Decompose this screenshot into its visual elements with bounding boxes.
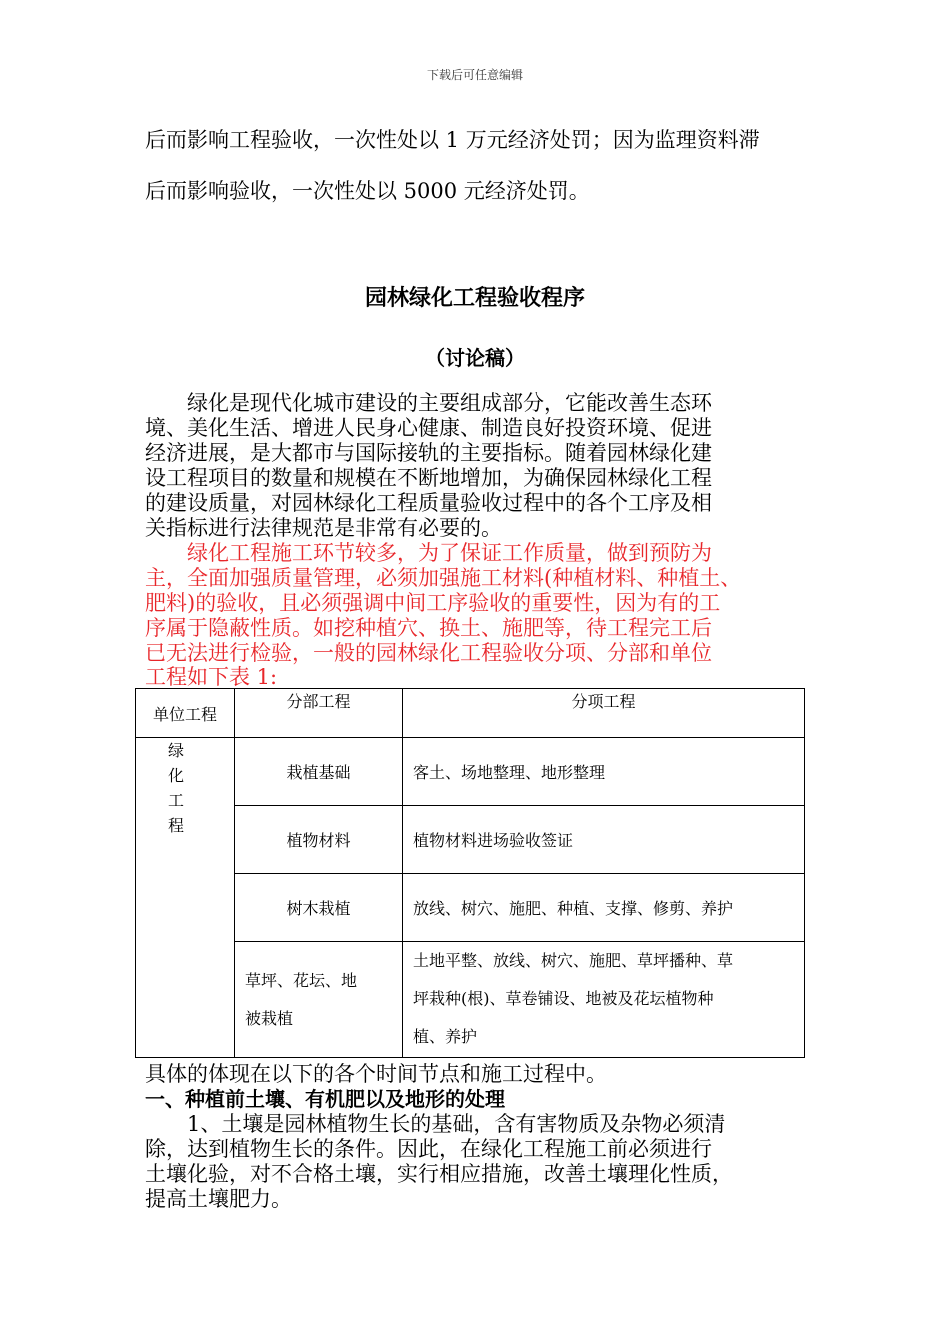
intro-line-2: 后而影响验收，一次性处以 5000 元经济处罚。 (145, 179, 590, 203)
unit-char: 绿 (167, 741, 184, 760)
item-cell: 客土、场地整理、地形整理 (403, 738, 805, 806)
acceptance-table (135, 688, 805, 1058)
header-item: 分项工程 (403, 689, 805, 738)
intro-line-1: 后而影响工程验收，一次性处以 1 万元经济处罚；因为监理资料滞 (145, 128, 760, 152)
item-cell (403, 942, 805, 1058)
unit-cell (136, 738, 235, 1058)
section-heading: 一、种植前土壤、有机肥以及地形的处理 (145, 1087, 505, 1111)
division-cell (235, 942, 403, 1058)
after-table-text: 具体的体现在以下的各个时间节点和施工过程中。 (145, 1062, 607, 1086)
item-line: 植、养护 (413, 1027, 478, 1046)
item-cell: 植物材料进场验收签证 (403, 806, 805, 874)
division-line: 被栽植 (245, 1008, 294, 1028)
header-unit: 单位工程 (136, 689, 235, 738)
para3-line: 除，达到植物生长的条件。因此，在绿化工程施工前必须进行 (145, 1137, 712, 1161)
para2-line: 工程如下表 1: (145, 665, 278, 689)
table-row (136, 942, 805, 1058)
item-cell: 放线、树穴、施肥、种植、支撑、修剪、养护 (403, 874, 805, 942)
header-division: 分部工程 (235, 689, 403, 738)
para1-line: 境、美化生活、增进人民身心健康、制造良好投资环境、促进 (145, 416, 712, 440)
item-line: 土地平整、放线、树穴、施肥、草坪播种、草 (413, 951, 734, 970)
para1-line: 的建设质量，对园林绿化工程质量验收过程中的各个工序及相 (145, 491, 712, 515)
para1-line: 绿化是现代化城市建设的主要组成部分，它能改善生态环 (145, 391, 712, 415)
division-cell: 植物材料 (235, 806, 403, 874)
para3-line: 1、土壤是园林植物生长的基础，含有害物质及杂物必须清 (145, 1112, 726, 1136)
para2-line: 序属于隐蔽性质。如挖种植穴、换土、施肥等，待工程完工后 (145, 616, 712, 640)
unit-char: 工 (167, 791, 184, 810)
document-title: 园林绿化工程验收程序 (364, 286, 585, 311)
unit-char: 程 (167, 816, 184, 835)
para1-line: 关指标进行法律规范是非常有必要的。 (145, 516, 502, 540)
division-cell: 树木栽植 (235, 874, 403, 942)
para1-line: 经济进展，是大都市与国际接轨的主要指标。随着园林绿化建 (145, 441, 712, 465)
table-row (136, 874, 805, 942)
document-subtitle: （讨论稿） (425, 346, 525, 370)
para3-line: 土壤化验，对不合格土壤，实行相应措施，改善土壤理化性质， (145, 1162, 733, 1186)
division-line: 草坪、花坛、地 (245, 970, 358, 990)
para1-line: 设工程项目的数量和规模在不断地增加，为确保园林绿化工程 (145, 466, 712, 490)
para2-line: 绿化工程施工环节较多，为了保证工作质量，做到预防为 (145, 541, 712, 565)
para2-line: 已无法进行检验，一般的园林绿化工程验收分项、分部和单位 (145, 641, 712, 665)
item-line: 坪栽种(根)、草卷铺设、地被及花坛植物种 (413, 989, 714, 1008)
unit-char: 化 (167, 766, 184, 785)
table-row (136, 806, 805, 874)
division-cell: 栽植基础 (235, 738, 403, 806)
para2-line: 肥料)的验收，且必须强调中间工序验收的重要性，因为有的工 (145, 591, 721, 615)
table-header-row (136, 689, 805, 738)
para2-line: 主，全面加强质量管理，必须加强施工材料(种植材料、种植土、 (145, 566, 742, 590)
page-header-note: 下载后可任意编辑 (426, 68, 523, 82)
para3-line: 提高土壤肥力。 (145, 1187, 292, 1211)
table-row (136, 738, 805, 806)
